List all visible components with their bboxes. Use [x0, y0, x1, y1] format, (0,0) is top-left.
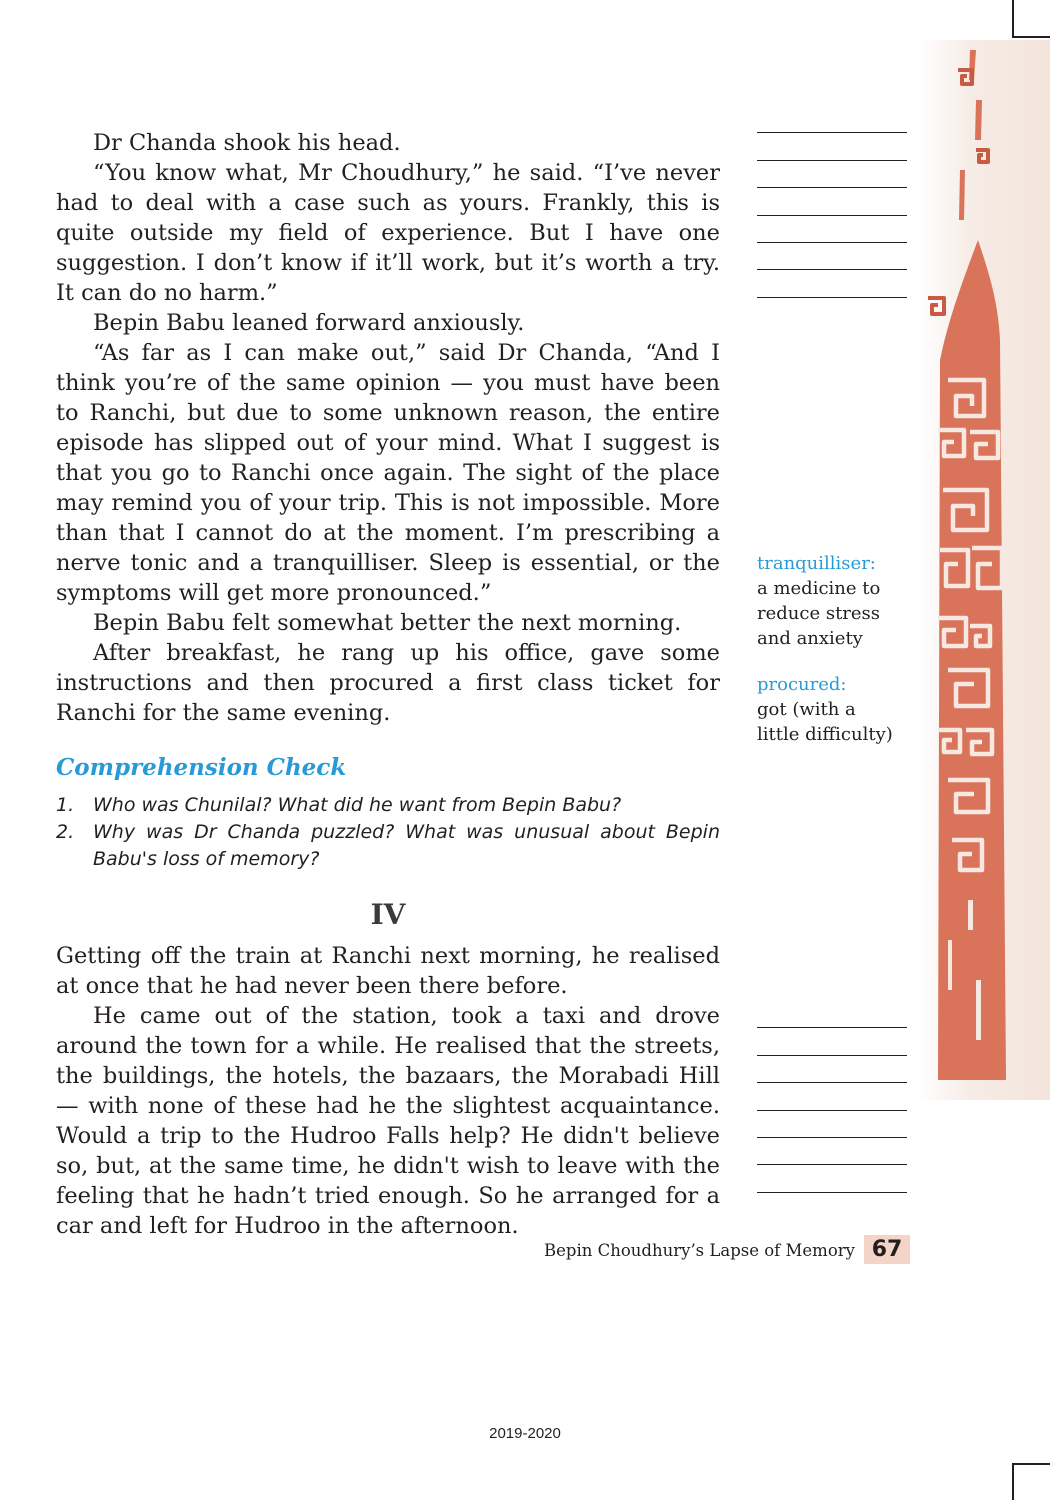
question-number: 1.: [56, 794, 75, 816]
paragraph: “You know what, Mr Choudhury,” he said. “I’ve never had to deal with a case such as yours. Frankly, this is quite outside my field of experience. But I have one suggestion. I don’t know if it’ll work, but it’s worth a try. It can do no harm.”: [56, 160, 720, 306]
glossary-meaning-line: and anxiety: [757, 628, 863, 649]
glossary-term: procured:: [757, 674, 847, 695]
notes-lines-bottom: [757, 1001, 907, 1193]
section-number: IV: [370, 898, 406, 931]
running-footer-title: Bepin Choudhury’s Lapse of Memory: [544, 1241, 855, 1260]
question-item: [56, 792, 720, 819]
body-text-top: [56, 128, 720, 728]
question-text: Why was Dr Chanda puzzled? What was unusual about Bepin Babu's loss of memory?: [93, 821, 720, 870]
question-text: Who was Chunilal? What did he want from Bepin Babu?: [93, 794, 622, 816]
decorative-spiral-border: [918, 40, 1018, 1100]
paragraph: Bepin Babu leaned forward anxiously.: [93, 310, 525, 336]
crop-mark-bottom-vertical: [1012, 1463, 1014, 1500]
body-text-bottom: [56, 941, 720, 1241]
paragraph: “As far as I can make out,” said Dr Chanda, “And I think you’re of the same opinion — you must have been to Ranchi, but due to some unknown reason, the entire episode has slipped out of your mind. What I suggest is that you go to Ranchi once again. The sight of the place may remind you of your trip. This is not impossible. More than that I cannot do at the moment. I’m prescribing a nerve tonic and a tranquilliser. Sleep is essential, or the symptoms will get more pronounced.”: [56, 340, 720, 606]
comprehension-check-title: Comprehension Check: [56, 754, 347, 781]
page-number: 67: [871, 1237, 903, 1262]
paragraph: After breakfast, he rang up his office, gave some instructions and then procured a first class ticket for Ranchi for the same evening.: [56, 640, 720, 726]
glossary-meaning-line: little difficulty): [757, 724, 893, 745]
paragraph: Getting off the train at Ranchi next morning, he realised at once that he had never been there before.: [56, 943, 720, 999]
paragraph: Dr Chanda shook his head.: [93, 130, 401, 156]
glossary-meaning-line: a medicine to: [757, 578, 881, 599]
paragraph: He came out of the station, took a taxi and drove around the town for a while. He realised that the streets, the buildings, the hotels, the bazaars, the Morabadi Hill — with none of these had he the slightest acquaintance. Would a trip to the Hudroo Falls help? He didn't believe so, but, at the same time, he didn't wish to leave with the feeling that he hadn’t tried enough. So he arranged for a car and left for Hudroo in the afternoon.: [56, 1003, 720, 1239]
glossary-tranquilliser: [757, 551, 880, 651]
crop-mark-top-vertical: [1012, 0, 1014, 38]
crop-mark-top-horizontal: [1012, 36, 1050, 38]
glossary-procured: [757, 672, 893, 747]
crop-mark-bottom-horizontal: [1012, 1463, 1050, 1465]
edition-year: 2019-2020: [489, 1425, 561, 1442]
question-item: [56, 819, 720, 873]
glossary-meaning-line: reduce stress: [757, 603, 881, 624]
glossary-meaning-line: got (with a: [757, 699, 856, 720]
paragraph: Bepin Babu felt somewhat better the next morning.: [93, 610, 682, 636]
comprehension-questions: [56, 792, 720, 873]
glossary-term: tranquilliser:: [757, 553, 876, 574]
notes-lines-top: [757, 106, 907, 298]
question-number: 2.: [56, 821, 75, 843]
